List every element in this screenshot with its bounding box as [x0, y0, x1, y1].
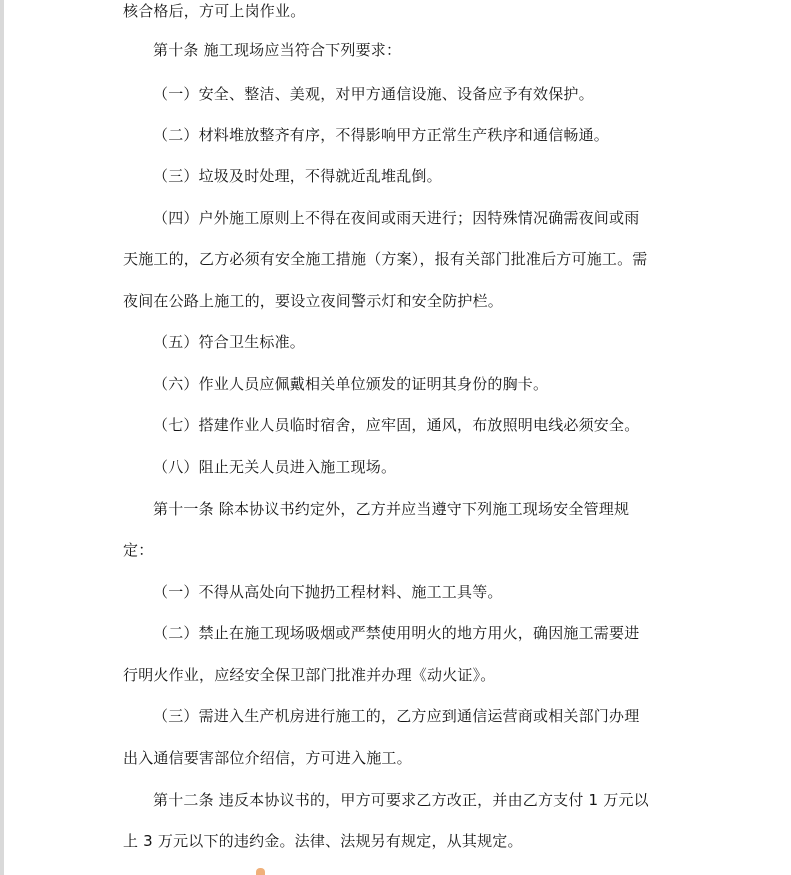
article-10-item-8: （八）阻止无关人员进入施工现场。 — [153, 458, 397, 476]
article-10-item-5: （五）符合卫生标准。 — [153, 333, 306, 351]
line-1: 核合格后，方可上岗作业。 — [123, 2, 306, 20]
article-11-item-3-line-2: 出入通信要害部位介绍信，方可进入施工。 — [123, 749, 412, 767]
article-11-heading-line-2: 定： — [123, 541, 154, 559]
article-12-line-1: 第十二条 违反本协议书的，甲方可要求乙方改正，并由乙方支付 1 万元以 — [153, 791, 649, 809]
article-10-item-7: （七）搭建作业人员临时宿舍，应牢固，通风，布放照明电线必须安全。 — [153, 416, 640, 434]
article-11-item-1: （一）不得从高处向下抛扔工程材料、施工工具等。 — [153, 583, 503, 601]
article-11-item-2-line-1: （二）禁止在施工现场吸烟或严禁使用明火的地方用火，确因施工需要进 — [153, 624, 640, 642]
article-12-line-2: 上 3 万元以下的违约金。法律、法规另有规定，从其规定。 — [123, 832, 523, 850]
cursor-mark — [256, 868, 265, 875]
article-10-item-4-line-3: 夜间在公路上施工的，要设立夜间警示灯和安全防护栏。 — [123, 292, 504, 310]
article-10-heading: 第十条 施工现场应当符合下列要求： — [153, 41, 402, 59]
article-11-item-2-line-2: 行明火作业，应经安全保卫部门批准并办理《动火证》。 — [123, 666, 496, 684]
article-10-item-2: （二）材料堆放整齐有序，不得影响甲方正常生产秩序和通信畅通。 — [153, 126, 610, 144]
article-10-item-3: （三）垃圾及时处理，不得就近乱堆乱倒。 — [153, 167, 442, 185]
article-10-item-6: （六）作业人员应佩戴相关单位颁发的证明其身份的胸卡。 — [153, 375, 549, 393]
article-10-item-4-line-2: 天施工的，乙方必须有安全施工措施（方案），报有关部门批准后方可施工。需 — [123, 250, 648, 268]
article-10-item-4-line-1: （四）户外施工原则上不得在夜间或雨天进行；因特殊情况确需夜间或雨 — [153, 209, 640, 227]
document-page — [4, 0, 791, 875]
article-10-item-1: （一）安全、整洁、美观，对甲方通信设施、设备应予有效保护。 — [153, 85, 594, 103]
article-11-heading-line-1: 第十一条 除本协议书约定外，乙方并应当遵守下列施工现场安全管理规 — [153, 500, 630, 518]
article-11-item-3-line-1: （三）需进入生产机房进行施工的，乙方应到通信运营商或相关部门办理 — [153, 707, 640, 725]
